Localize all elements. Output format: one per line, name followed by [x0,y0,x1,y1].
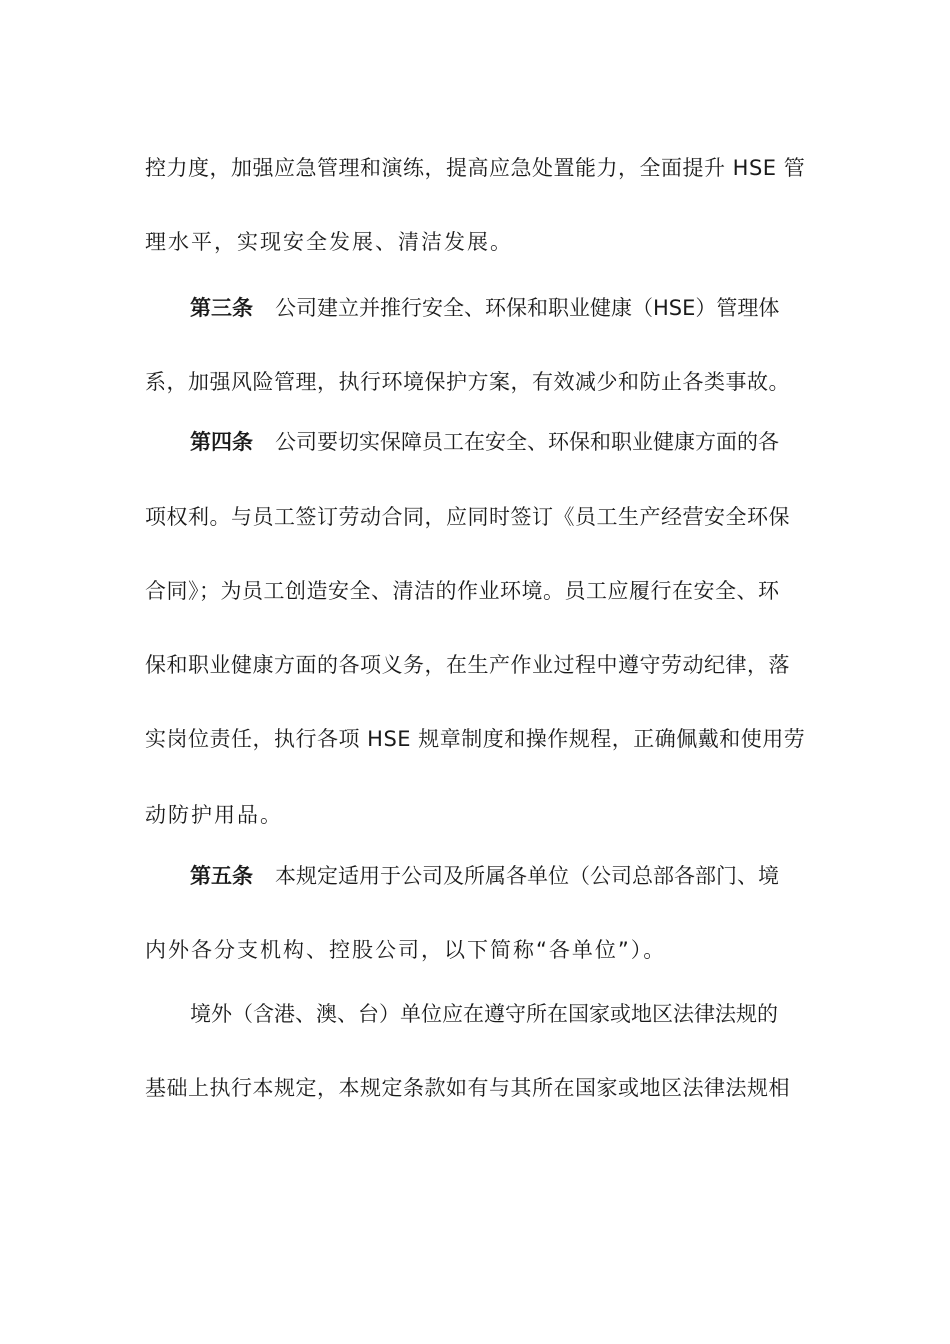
text-line [145,795,283,835]
article-5-first-line [190,856,820,896]
line-text: 理水平，实现安全发展、清洁发展。 [145,230,513,254]
line-text: 本规定适用于公司及所属各单位（公司总部各部门、境 [275,864,779,888]
text-line [145,222,513,262]
article-3-first-line [190,288,820,328]
line-text: 实岗位责任，执行各项 HSE 规章制度和操作规程，正确佩戴和使用劳 [145,727,806,751]
article-number: 第三条 [190,296,253,320]
line-text: 保和职业健康方面的各项义务，在生产作业过程中遵守劳动纪律，落 [145,653,790,677]
paragraph-first-line [190,994,820,1034]
line-text: 项权利。与员工签订劳动合同，应同时签订《员工生产经营安全环保 [145,505,790,529]
line-text: 公司要切实保障员工在安全、环保和职业健康方面的各 [275,430,779,454]
text-line [145,571,820,611]
text-line [145,362,820,402]
article-number: 第五条 [190,864,253,888]
line-text: 公司建立并推行安全、环保和职业健康（HSE）管理体 [275,296,780,320]
line-text: 控力度，加强应急管理和演练，提高应急处置能力，全面提升 HSE 管 [145,156,806,180]
text-line [145,719,820,759]
line-text: 动防护用品。 [145,803,283,827]
text-line [145,148,820,188]
text-line [145,497,820,537]
line-text: 境外（含港、澳、台）单位应在遵守所在国家或地区法律法规的 [190,1002,778,1026]
article-number: 第四条 [190,430,253,454]
article-4-first-line [190,422,820,462]
line-text: 合同》；为员工创造安全、清洁的作业环境。员工应履行在安全、环 [145,579,780,603]
line-text: 内外各分支机构、控股公司，以下简称“各单位”）。 [145,938,667,962]
line-text: 基础上执行本规定，本规定条款如有与其所在国家或地区法律法规相 [145,1076,790,1100]
line-text: 系，加强风险管理，执行环境保护方案，有效减少和防止各类事故。 [145,370,790,394]
text-line [145,645,820,685]
text-line [145,930,666,970]
text-line [145,1068,820,1108]
